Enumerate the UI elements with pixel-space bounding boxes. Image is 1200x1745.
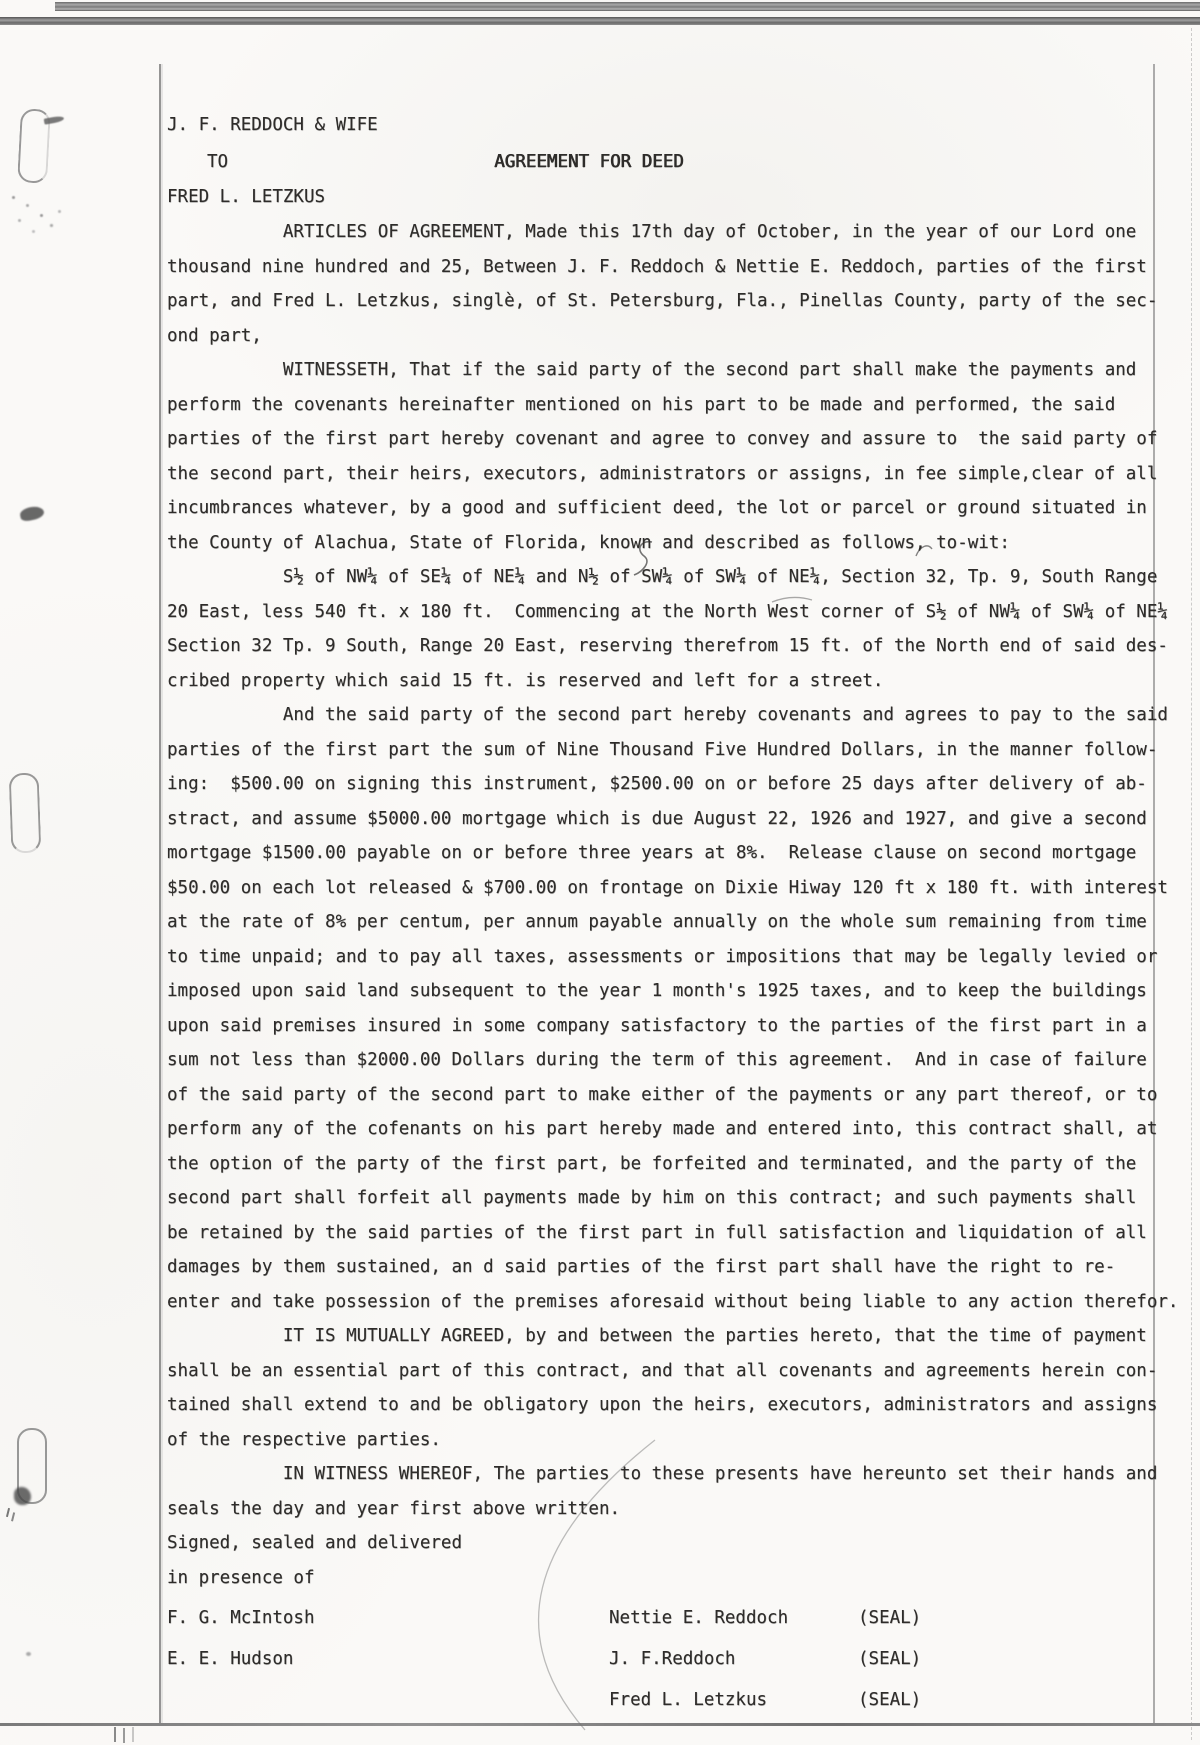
deed-text-line: $50.00 on each lot released & $700.00 on frontage on Dixie Hiway 120 ft x 180 ft. with interest xyxy=(167,877,1168,898)
punch-hole-middle xyxy=(9,773,42,854)
deed-text-line: at the rate of 8% per centum, per annum payable annually on the whole sum remaining from time xyxy=(167,912,1147,932)
deed-body xyxy=(167,215,1197,1595)
deed-text-line: in presence of xyxy=(167,1567,315,1588)
deed-text-line: Section 32 Tp. 9 South, Range 20 East, reserving therefrom 15 ft. of the North end of said des- xyxy=(167,636,1168,656)
paper-speckles xyxy=(12,196,15,199)
deed-text-line: parties of the first part hereby covenant and agree to convey and assure to the said party of xyxy=(167,429,1158,449)
deed-text-line: damages by them sustained, an d said parties of the first part shall have the right to re- xyxy=(167,1257,1116,1277)
signature-block xyxy=(167,1598,1197,1721)
deed-text-line: And the said party of the second part hereby covenants and agrees to pay to the said xyxy=(167,705,1168,725)
deed-text-line: 20 East, less 540 ft. x 180 ft. Commencing at the North West corner of S½ of NW¼ of SW¼ of NE¼ xyxy=(167,601,1168,622)
deed-text-line: second part shall forfeit all payments made by him on this contract; and such payments shall xyxy=(167,1188,1137,1208)
witness-name: F. G. McIntosh xyxy=(167,1608,315,1628)
seal-label: (SEAL) xyxy=(858,1649,922,1669)
grantee-name: FRED L. LETZKUS xyxy=(167,187,326,207)
deed-text-line: parties of the first part the sum of Nine Thousand Five Hundred Dollars, in the manner follow- xyxy=(167,739,1158,760)
seal-label: (SEAL) xyxy=(858,1608,922,1628)
deed-text-line: be retained by the said parties of the first part in full satisfaction and liquidation of all xyxy=(167,1222,1147,1243)
deed-text-line: upon said premises insured in some company satisfactory to the parties of the first part in a xyxy=(167,1015,1147,1036)
deed-text-line: ARTICLES OF AGREEMENT, Made this 17th day of October, in the year of our Lord one xyxy=(167,222,1137,242)
deed-text-line: cribed property which said 15 ft. is reserved and left for a street. xyxy=(167,670,884,691)
punch-hole-bottom xyxy=(17,1428,47,1504)
deed-text-line: the County of Alachua, State of Florida, known and described as follows, to-wit: xyxy=(167,532,1010,553)
deed-text-line: of the said party of the second part to make either of the payments or any part thereof, or to xyxy=(167,1084,1158,1105)
scan-edge-bar-top xyxy=(55,2,1200,11)
witness-name: E. E. Hudson xyxy=(167,1649,294,1669)
document-title: AGREEMENT FOR DEED xyxy=(494,152,684,172)
signature-row xyxy=(167,1598,1197,1639)
deed-text-line: part, and Fred L. Letzkus, singlè, of St. Petersburg, Fla., Pinellas County, party of the sec- xyxy=(167,291,1158,311)
signer-name: Nettie E. Reddoch xyxy=(609,1608,789,1628)
deed-text-line: perform any of the cofenants on his part hereby made and entered into, this contract shall, at xyxy=(167,1119,1158,1139)
deed-text-line: imposed upon said land subsequent to the year 1 month's 1925 taxes, and to keep the buildings xyxy=(167,981,1147,1001)
deed-text-line: mortgage $1500.00 payable on or before three years at 8%. Release clause on second mortgage xyxy=(167,843,1137,863)
signature-row xyxy=(167,1639,1197,1680)
deed-text-line: the second part, their heirs, executors, administrators or assigns, in fee simple,clear of all xyxy=(167,463,1158,484)
deed-text-line: Signed, sealed and delivered xyxy=(167,1533,463,1553)
bottom-edge-rule xyxy=(0,1723,1200,1726)
deed-text-line: enter and take possession of the premises aforesaid without being liable to any action therefor. xyxy=(167,1291,1179,1312)
deed-text-line: IT IS MUTUALLY AGREED, by and between the parties hereto, that the time of payment xyxy=(167,1326,1147,1346)
deed-text-line: stract, and assume $5000.00 mortgage which is due August 22, 1926 and 1927, and give a second xyxy=(167,808,1147,829)
paper-speck-small xyxy=(26,1652,31,1656)
grantor-name: J. F. REDDOCH & WIFE xyxy=(167,115,378,135)
to-label: TO xyxy=(207,152,229,172)
deed-text-line: IN WITNESS WHEREOF, The parties to these presents have hereunto set their hands and xyxy=(167,1464,1158,1484)
deed-text-line: sum not less than $2000.00 Dollars during the term of this agreement. And in case of failure xyxy=(167,1050,1147,1070)
signer-name: Fred L. Letzkus xyxy=(609,1690,768,1710)
deed-text-line: ond part, xyxy=(167,325,262,346)
deed-text-line: thousand nine hundred and 25, Between J. F. Reddoch & Nettie E. Reddoch, parties of the first xyxy=(167,256,1147,277)
bottom-tick-marks xyxy=(114,1727,116,1742)
left-margin-rule xyxy=(159,64,161,1724)
deed-text-line: WITNESSETH, That if the said party of the second part shall make the payments and xyxy=(167,360,1137,380)
deed-text-line: the option of the party of the first part, be forfeited and terminated, and the party of the xyxy=(167,1153,1137,1174)
scan-edge-bar-second xyxy=(0,17,1200,25)
ink-smear xyxy=(19,505,45,523)
deed-text-line: shall be an essential part of this contract, and that all covenants and agreements herein con- xyxy=(167,1360,1158,1381)
deed-text-line: S½ of NW¼ of SE¼ of NE¼ and N½ of SW¼ of SW¼ of NE¼, Section 32, Tp. 9, South Range xyxy=(167,567,1158,587)
deed-text-line: tained shall extend to and be obligatory upon the heirs, executors, administrators and assigns xyxy=(167,1395,1158,1415)
deed-text-line: ing: $500.00 on signing this instrument, $2500.00 on or before 25 days after delivery of ab- xyxy=(167,774,1147,794)
signature-row xyxy=(167,1680,1197,1721)
deed-text-line: of the respective parties. xyxy=(167,1429,441,1450)
deed-text-line: to time unpaid; and to pay all taxes, assessments or impositions that may be legally levied or xyxy=(167,946,1158,967)
signer-name: J. F.Reddoch xyxy=(609,1649,736,1669)
seal-label: (SEAL) xyxy=(858,1690,922,1710)
deed-text-line: seals the day and year first above written. xyxy=(167,1498,621,1519)
deed-text-line: perform the covenants hereinafter mentioned on his part to be made and performed, the said xyxy=(167,394,1116,415)
deed-text-line: incumbrances whatever, by a good and sufficient deed, the lot or parcel or ground situated in xyxy=(167,498,1147,518)
pen-mark-margin xyxy=(6,1508,10,1517)
